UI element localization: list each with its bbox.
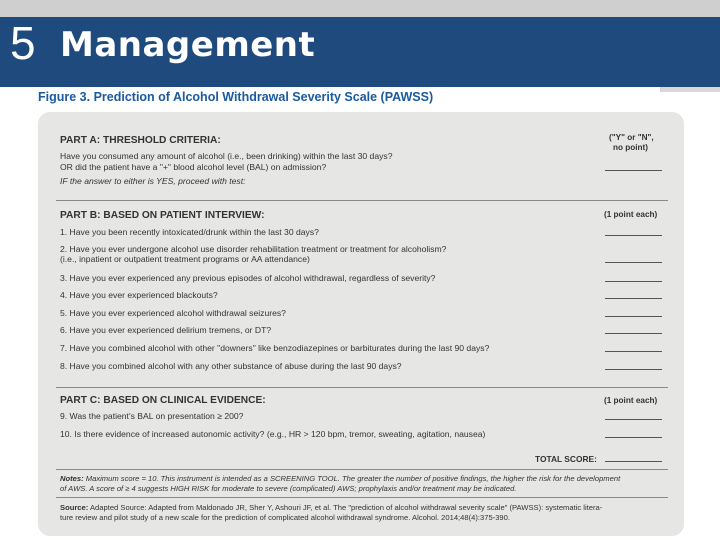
header-accent-strip — [660, 87, 720, 92]
part-b-item-4: 4. Have you ever experienced blackouts? — [60, 290, 218, 300]
answer-blank — [605, 298, 662, 299]
answer-blank — [605, 316, 662, 317]
divider — [56, 200, 668, 201]
part-c-item-9: 9. Was the patient's BAL on presentation ≥ 200? — [60, 411, 244, 421]
part-c-item-10: 10. Is there evidence of increased autonomic activity? (e.g., HR > 120 bpm, tremor, sweating, agitation, nausea) — [60, 429, 486, 439]
part-b-item-6: 6. Have you ever experienced delirium tremens, or DT? — [60, 325, 272, 335]
part-a-answer-blank — [605, 170, 662, 171]
part-b-item-2: 2. Have you ever undergone alcohol use disorder rehabilitation treatment or treatment for alcoholism? — [60, 244, 447, 254]
part-b-item-2-cont: (i.e., inpatient or outpatient treatment programs or AA attendance) — [60, 254, 310, 264]
answer-blank — [605, 333, 662, 334]
part-a-question-1: Have you consumed any amount of alcohol (i.e., been drinking) within the last 30 days? — [60, 151, 393, 161]
part-a-heading: PART A: THRESHOLD CRITERIA: — [60, 135, 221, 146]
part-b-item-5: 5. Have you ever experienced alcohol withdrawal seizures? — [60, 308, 286, 318]
part-b-item-1: 1. Have you been recently intoxicated/drunk within the last 30 days? — [60, 227, 319, 237]
part-b-item-7: 7. Have you combined alcohol with other "downers" like benzodiazepines or barbiturates during the last 90 days? — [60, 343, 490, 353]
notes-line-2: of AWS. A score of ≥ 4 suggests HIGH RISK for moderate to severe (complicated) AWS; prophylaxis and/or treatment may be indicated. — [60, 483, 517, 493]
answer-blank — [605, 369, 662, 370]
divider — [56, 497, 668, 498]
answer-blank — [605, 351, 662, 352]
part-a-question-2: OR did the patient have a "+" blood alcohol level (BAL) on admission? — [60, 162, 327, 172]
answer-blank — [605, 235, 662, 236]
total-score-label: TOTAL SCORE: — [535, 454, 597, 464]
figure-title: Figure 3. Prediction of Alcohol Withdrawal Severity Scale (PAWSS) — [38, 90, 434, 104]
part-b-heading: PART B: BASED ON PATIENT INTERVIEW: — [60, 210, 265, 221]
top-strip — [0, 0, 720, 17]
part-b-points: (1 point each) — [604, 210, 658, 219]
answer-blank — [605, 419, 662, 420]
answer-blank — [605, 437, 662, 438]
part-a-points-line1: ("Y" or "N", — [609, 133, 654, 142]
total-score-blank — [605, 461, 662, 462]
answer-blank — [605, 262, 662, 263]
notes-line-1: Maximum score = 10. This instrument is intended as a SCREENING TOOL. The greater the number of positive findings, the higher the risk for the development — [85, 474, 621, 483]
source-block — [60, 503, 670, 523]
divider — [56, 469, 668, 470]
part-c-points: (1 point each) — [604, 396, 658, 405]
slide-title: Management — [60, 25, 316, 65]
notes-label: Notes: — [60, 474, 84, 483]
source-label: Source: — [60, 503, 89, 512]
slide-number: 5 — [10, 17, 36, 69]
part-a-instruction: IF the answer to either is YES, proceed with test: — [60, 176, 246, 186]
part-c-heading: PART C: BASED ON CLINICAL EVIDENCE: — [60, 395, 266, 406]
part-b-item-8: 8. Have you combined alcohol with any other substance of abuse during the last 90 days? — [60, 361, 402, 371]
part-a-points-line2: no point) — [613, 143, 649, 152]
answer-blank — [605, 281, 662, 282]
source-line-2: ture review and pilot study of a new scale for the prediction of complicated alcohol withdrawal syndrome. Alcohol. 2014;48(4):375-390. — [60, 512, 510, 522]
divider — [56, 387, 668, 388]
source-line-1: Adapted Source: Adapted from Maldonado JR, Sher Y, Ashouri JF, et al. The "prediction of alcohol withdrawal severity scale" (PAWSS): systematic litera- — [89, 503, 603, 512]
notes-block — [60, 474, 670, 494]
part-b-item-3: 3. Have you ever experienced any previous episodes of alcohol withdrawal, regardless of severity? — [60, 273, 436, 283]
